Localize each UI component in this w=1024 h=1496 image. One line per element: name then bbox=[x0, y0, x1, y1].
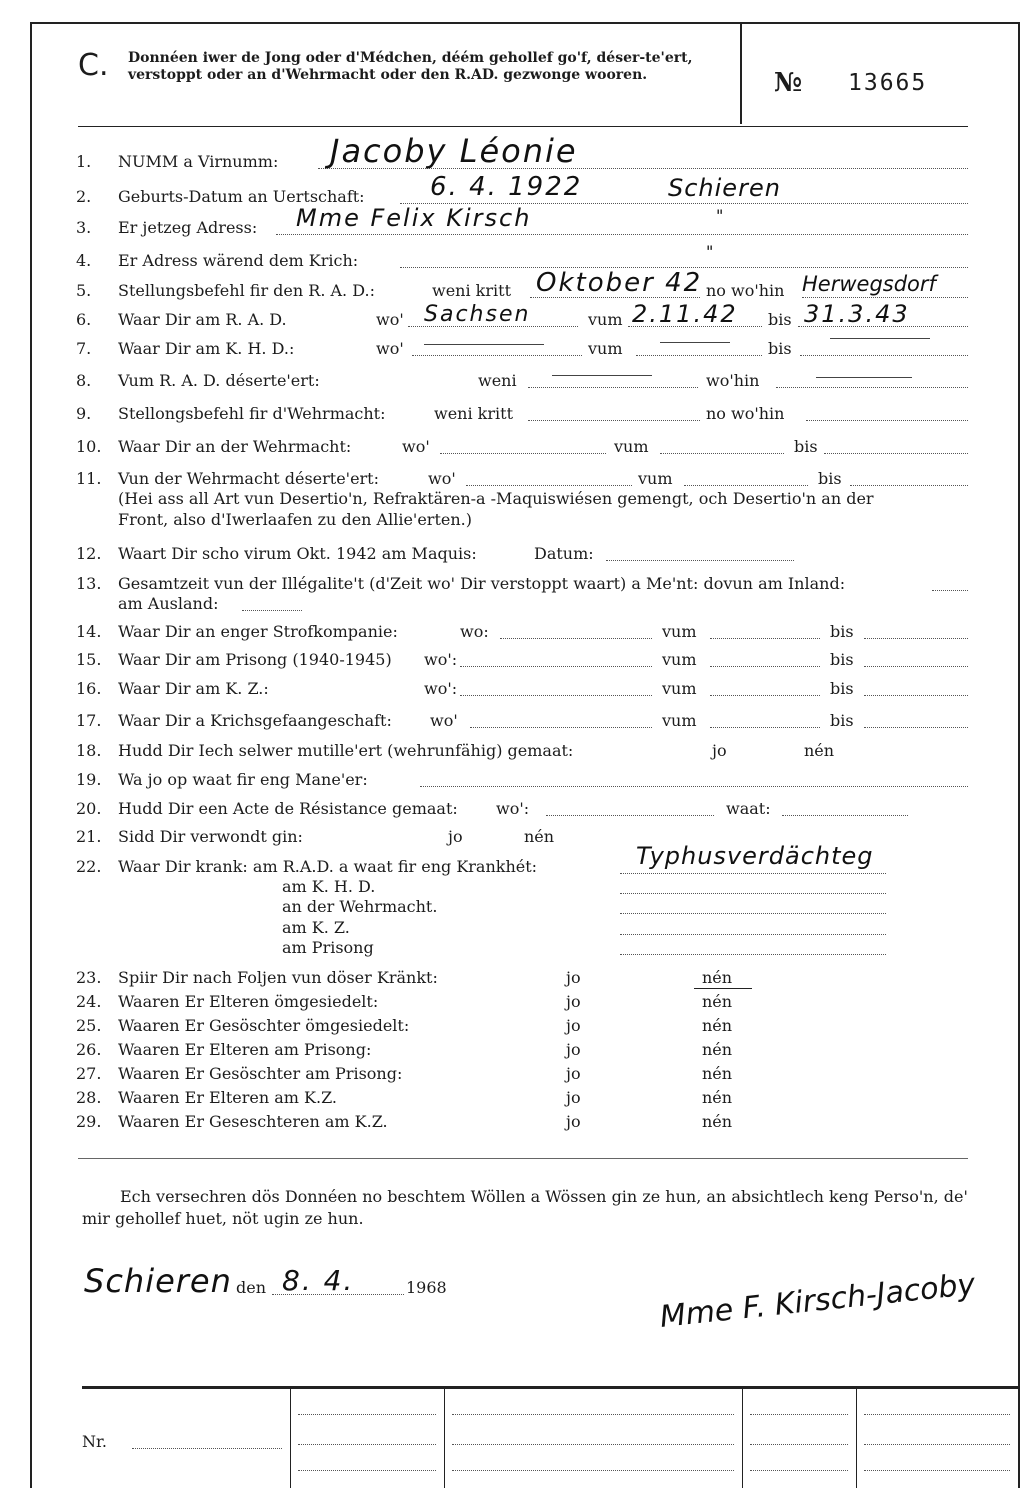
field-22-sub-prisong: am Prisong bbox=[282, 938, 374, 957]
field-15-vum: vum bbox=[662, 650, 697, 669]
field-5-rad-order: 5. Stellungsbefehl fir den R. A. D.: bbox=[76, 281, 375, 300]
footer-box-3-line-3[interactable] bbox=[452, 1470, 734, 1471]
field-17-bis: bis bbox=[830, 711, 854, 730]
field-7-vum: vum bbox=[588, 339, 623, 358]
field-4-ditto: " bbox=[706, 242, 716, 261]
field-12-datum: Datum: bbox=[534, 544, 594, 563]
field-26-jo[interactable]: jo bbox=[566, 1040, 581, 1059]
field-11-vum: vum bbox=[638, 469, 673, 488]
field-8-wohin-line bbox=[776, 387, 968, 388]
field-3-address: 3. Er jetzeg Adress: bbox=[76, 218, 258, 237]
field-9-weni-line bbox=[528, 420, 700, 421]
signature[interactable]: Mme F. Kirsch-Jacoby bbox=[658, 1266, 977, 1335]
field-6-vum-value[interactable]: 2.11.42 bbox=[632, 300, 738, 328]
field-6-wo: wo' bbox=[376, 310, 404, 329]
footer-box-3-line-2[interactable] bbox=[452, 1444, 734, 1445]
field-27-jo[interactable]: jo bbox=[566, 1064, 581, 1083]
field-15-wo-line bbox=[460, 666, 652, 667]
field-21-jo[interactable]: jo bbox=[448, 827, 463, 846]
field-14-strafkompanie: 14. Waar Dir an enger Strofkompanie: bbox=[76, 622, 398, 641]
signature-place[interactable]: Schieren bbox=[84, 1262, 232, 1300]
field-16-wo: wo': bbox=[424, 679, 458, 698]
field-26-nen[interactable]: nén bbox=[702, 1040, 733, 1059]
field-14-bis-line bbox=[864, 638, 968, 639]
field-7-vum-dash bbox=[660, 342, 730, 343]
footer-box-3-line-1[interactable] bbox=[452, 1414, 734, 1415]
field-26-parents-prison: 26. Waaren Er Elteren am Prisong: bbox=[76, 1040, 372, 1059]
field-11-wo: wo' bbox=[428, 469, 456, 488]
field-16-bis: bis bbox=[830, 679, 854, 698]
field-24-parents-resettled: 24. Waaren Er Elteren ömgesiedelt: bbox=[76, 992, 379, 1011]
field-20-wo: wo': bbox=[496, 799, 530, 818]
field-10-bis-line bbox=[824, 453, 968, 454]
field-28-parents-kz: 28. Waaren Er Elteren am K.Z. bbox=[76, 1088, 338, 1107]
field-10-wo-line bbox=[440, 453, 606, 454]
footer-nr-label: Nr. bbox=[82, 1432, 107, 1451]
field-8-rad-desert: 8. Vum R. A. D. déserte'ert: bbox=[76, 371, 320, 390]
field-12-maquis: 12. Waart Dir scho virum Okt. 1942 am Maquis: bbox=[76, 544, 477, 563]
field-22-line-prisong bbox=[620, 954, 886, 955]
field-17-vum: vum bbox=[662, 711, 697, 730]
footer-divider-3 bbox=[742, 1389, 743, 1488]
field-16-wo-line bbox=[460, 695, 652, 696]
field-7-bis-dash bbox=[830, 338, 930, 339]
footer-rule bbox=[82, 1386, 1020, 1389]
field-14-vum: vum bbox=[662, 622, 697, 641]
field-13-ausland-line bbox=[242, 610, 302, 611]
field-17-wo: wo' bbox=[430, 711, 458, 730]
field-22-value[interactable]: Typhusverdächteg bbox=[636, 842, 874, 870]
field-23-nen[interactable]: nén bbox=[702, 968, 733, 987]
field-23-nen-underline bbox=[694, 988, 752, 989]
field-29-jo[interactable]: jo bbox=[566, 1112, 581, 1131]
field-27-nen[interactable]: nén bbox=[702, 1064, 733, 1083]
signature-year: 1968 bbox=[406, 1278, 447, 1297]
field-23-effects: 23. Spiir Dir nach Foljen vun döser Kränkt: bbox=[76, 968, 438, 987]
field-10-vum-line bbox=[660, 453, 784, 454]
field-8-weni: weni bbox=[478, 371, 517, 390]
field-9-wohin-line bbox=[806, 420, 968, 421]
field-20-wo-line bbox=[546, 815, 714, 816]
field-6-wo-value[interactable]: Sachsen bbox=[424, 302, 531, 327]
footer-divider-2 bbox=[444, 1389, 445, 1488]
field-8-wohin: wo'hin bbox=[706, 371, 760, 390]
field-7-bis-line bbox=[800, 355, 968, 356]
footer-box-4-line-3[interactable] bbox=[750, 1470, 848, 1471]
field-15-prisong: 15. Waar Dir am Prisong (1940-1945) bbox=[76, 650, 392, 669]
field-14-wo-line bbox=[500, 638, 652, 639]
field-9-wohin: no wo'hin bbox=[706, 404, 785, 423]
field-22-line-kz bbox=[620, 934, 886, 935]
field-14-wo: wo: bbox=[460, 622, 489, 641]
field-9-weni: weni kritt bbox=[434, 404, 513, 423]
field-18-nen[interactable]: nén bbox=[804, 741, 835, 760]
field-18-mutilation: 18. Hudd Dir Iech selwer mutille'ert (wehrunfähig) gemaat: bbox=[76, 741, 574, 760]
field-29-siblings-kz: 29. Waaren Er Geseschteren am K.Z. bbox=[76, 1112, 388, 1131]
footer-box-4-line-2[interactable] bbox=[750, 1444, 848, 1445]
footer-divider-4 bbox=[856, 1389, 857, 1488]
field-25-nen[interactable]: nén bbox=[702, 1016, 733, 1035]
field-14-bis: bis bbox=[830, 622, 854, 641]
field-1-value[interactable]: Jacoby Léonie bbox=[330, 132, 578, 170]
form-title: Donnéen iwer de Jong oder d'Médchen, déém gehollef go'f, déser-te'ert, verstoppt oder an d'Wehrmacht oder den R.AD. gezwonge wooren. bbox=[128, 50, 693, 83]
field-23-jo[interactable]: jo bbox=[566, 968, 581, 987]
field-20-waat: waat: bbox=[726, 799, 771, 818]
field-22-sub-wehrmacht: an der Wehrmacht. bbox=[282, 897, 438, 916]
field-10-wo: wo' bbox=[402, 437, 430, 456]
field-11-wo-line bbox=[466, 485, 632, 486]
field-5-wohin-line bbox=[802, 297, 968, 298]
field-6-rad: 6. Waar Dir am R. A. D. bbox=[76, 310, 287, 329]
field-17-pow: 17. Waar Dir a Krichsgefaangeschaft: bbox=[76, 711, 392, 730]
field-8-weni-line bbox=[528, 387, 698, 388]
field-16-vum: vum bbox=[662, 679, 697, 698]
header-rule bbox=[78, 126, 968, 127]
field-2-birth: 2. Geburts-Datum an Uertschaft: bbox=[76, 187, 365, 206]
field-19-manner: 19. Wa jo op waat fir eng Mane'er: bbox=[76, 770, 368, 789]
field-22-line bbox=[620, 873, 886, 874]
field-5-wohin: no wo'hin bbox=[706, 281, 785, 300]
field-2-date[interactable]: 6. 4. 1922 bbox=[430, 172, 583, 202]
field-5-weni-value[interactable]: Oktober 42 bbox=[536, 268, 703, 298]
field-28-jo[interactable]: jo bbox=[566, 1088, 581, 1107]
field-21-wounded: 21. Sidd Dir verwondt gin: bbox=[76, 827, 303, 846]
field-25-jo[interactable]: jo bbox=[566, 1016, 581, 1035]
header-divider bbox=[740, 22, 742, 124]
field-24-jo[interactable]: jo bbox=[566, 992, 581, 1011]
field-12-line bbox=[606, 560, 794, 561]
field-3-line bbox=[276, 234, 968, 235]
field-29-nen[interactable]: nén bbox=[702, 1112, 733, 1131]
field-7-wo-dash bbox=[424, 344, 544, 345]
footer-divider-1 bbox=[290, 1389, 291, 1488]
footer-box-5-line-2[interactable] bbox=[864, 1444, 1010, 1445]
field-17-vum-line bbox=[710, 727, 820, 728]
field-1-name: 1. NUMM a Virnumm: bbox=[76, 152, 279, 171]
field-22-sub-khd: am K. H. D. bbox=[282, 877, 376, 896]
footer-box-5-line-1[interactable] bbox=[864, 1414, 1010, 1415]
field-11-vum-line bbox=[684, 485, 808, 486]
field-10-vum: vum bbox=[614, 437, 649, 456]
field-25-siblings-resettled: 25. Waaren Er Gesöschter ömgesiedelt: bbox=[76, 1016, 410, 1035]
field-21-nen[interactable]: nén bbox=[524, 827, 555, 846]
field-6-bis-value[interactable]: 31.3.43 bbox=[804, 300, 910, 328]
field-14-vum-line bbox=[710, 638, 820, 639]
field-20-resistance: 20. Hudd Dir een Acte de Résistance gemaat: bbox=[76, 799, 458, 818]
footer-box-5-line-3[interactable] bbox=[864, 1470, 1010, 1471]
field-22-line-khd bbox=[620, 893, 886, 894]
field-5-weni: weni kritt bbox=[432, 281, 511, 300]
field-15-bis-line bbox=[864, 666, 968, 667]
field-11-bis: bis bbox=[818, 469, 842, 488]
field-15-wo: wo': bbox=[424, 650, 458, 669]
field-28-nen[interactable]: nén bbox=[702, 1088, 733, 1107]
field-17-wo-line bbox=[470, 727, 652, 728]
field-13-inland-line bbox=[932, 590, 968, 591]
field-10-bis: bis bbox=[794, 437, 818, 456]
field-7-wo-line bbox=[412, 355, 582, 356]
signature-den: den bbox=[236, 1278, 267, 1297]
field-16-vum-line bbox=[710, 695, 820, 696]
field-13-illegal: 13. Gesamtzeit vun der Illégalite't (d'Zeit wo' Dir verstoppt waart) a Me'nt: dovun am Inland: bbox=[76, 574, 846, 593]
field-6-bis: bis bbox=[768, 310, 792, 329]
field-2-place[interactable]: Schieren bbox=[668, 174, 781, 202]
number-label: № bbox=[774, 68, 803, 98]
field-16-kz: 16. Waar Dir am K. Z.: bbox=[76, 679, 269, 698]
field-9-wehrmacht-order: 9. Stellongsbefehl fir d'Wehrmacht: bbox=[76, 404, 386, 423]
field-20-waat-line bbox=[782, 815, 908, 816]
field-6-vum: vum bbox=[588, 310, 623, 329]
field-8-wohin-dash bbox=[816, 377, 912, 378]
field-22-sick: 22. Waar Dir krank: am R.A.D. a waat fir eng Krankhét: bbox=[76, 857, 538, 876]
field-11-bis-line bbox=[850, 485, 968, 486]
field-7-bis: bis bbox=[768, 339, 792, 358]
field-7-vum-line bbox=[636, 355, 762, 356]
field-7-khd: 7. Waar Dir am K. H. D.: bbox=[76, 339, 295, 358]
declaration-text: Ech versechren dös Donnéen no beschtem Wöllen a Wössen gin ze hun, an absichtlech keng Perso'n, de' mir gehollef huet, nöt ugin ze hun. bbox=[82, 1187, 968, 1228]
field-22-sub-kz: am K. Z. bbox=[282, 918, 350, 937]
field-24-nen[interactable]: nén bbox=[702, 992, 733, 1011]
field-11-note-1: (Hei ass all Art vun Desertio'n, Refraktären-a -Maquiswiésen gemengt, och Desertio'n an der bbox=[118, 489, 874, 508]
field-19-line bbox=[420, 786, 968, 787]
footer-box-2-line-3[interactable] bbox=[298, 1470, 436, 1471]
field-10-wehrmacht: 10. Waar Dir an der Wehrmacht: bbox=[76, 437, 352, 456]
field-15-bis: bis bbox=[830, 650, 854, 669]
field-18-jo[interactable]: jo bbox=[712, 741, 727, 760]
signature-date[interactable]: 8. 4. bbox=[282, 1264, 355, 1297]
section-letter: C. bbox=[78, 48, 109, 83]
field-3-ditto: " bbox=[716, 206, 726, 225]
field-15-vum-line bbox=[710, 666, 820, 667]
form-number: 13665 bbox=[848, 70, 928, 96]
field-22-line-wehrmacht bbox=[620, 913, 886, 914]
field-5-wohin-value[interactable]: Herwegsdorf bbox=[802, 272, 936, 296]
footer-box-4-line-1[interactable] bbox=[750, 1414, 848, 1415]
footer-box-2-line-1[interactable] bbox=[298, 1414, 436, 1415]
field-3-value[interactable]: Mme Felix Kirsch bbox=[296, 204, 532, 232]
field-27-siblings-prison: 27. Waaren Er Gesöschter am Prisong: bbox=[76, 1064, 403, 1083]
field-8-weni-dash bbox=[552, 375, 652, 376]
field-13-ausland: am Ausland: bbox=[118, 594, 219, 613]
footer-box-2-line-2[interactable] bbox=[298, 1444, 436, 1445]
field-11-wehrmacht-desert: 11. Vun der Wehrmacht déserte'ert: bbox=[76, 469, 379, 488]
footer-nr-line[interactable] bbox=[132, 1448, 282, 1449]
declaration-separator bbox=[78, 1158, 968, 1159]
field-16-bis-line bbox=[864, 695, 968, 696]
field-4-war-address: 4. Er Adress wärend dem Krich: bbox=[76, 251, 359, 270]
field-11-note-2: Front, also d'Iwerlaafen zu den Allie'erten.) bbox=[118, 510, 472, 529]
field-7-wo: wo' bbox=[376, 339, 404, 358]
field-17-bis-line bbox=[864, 727, 968, 728]
